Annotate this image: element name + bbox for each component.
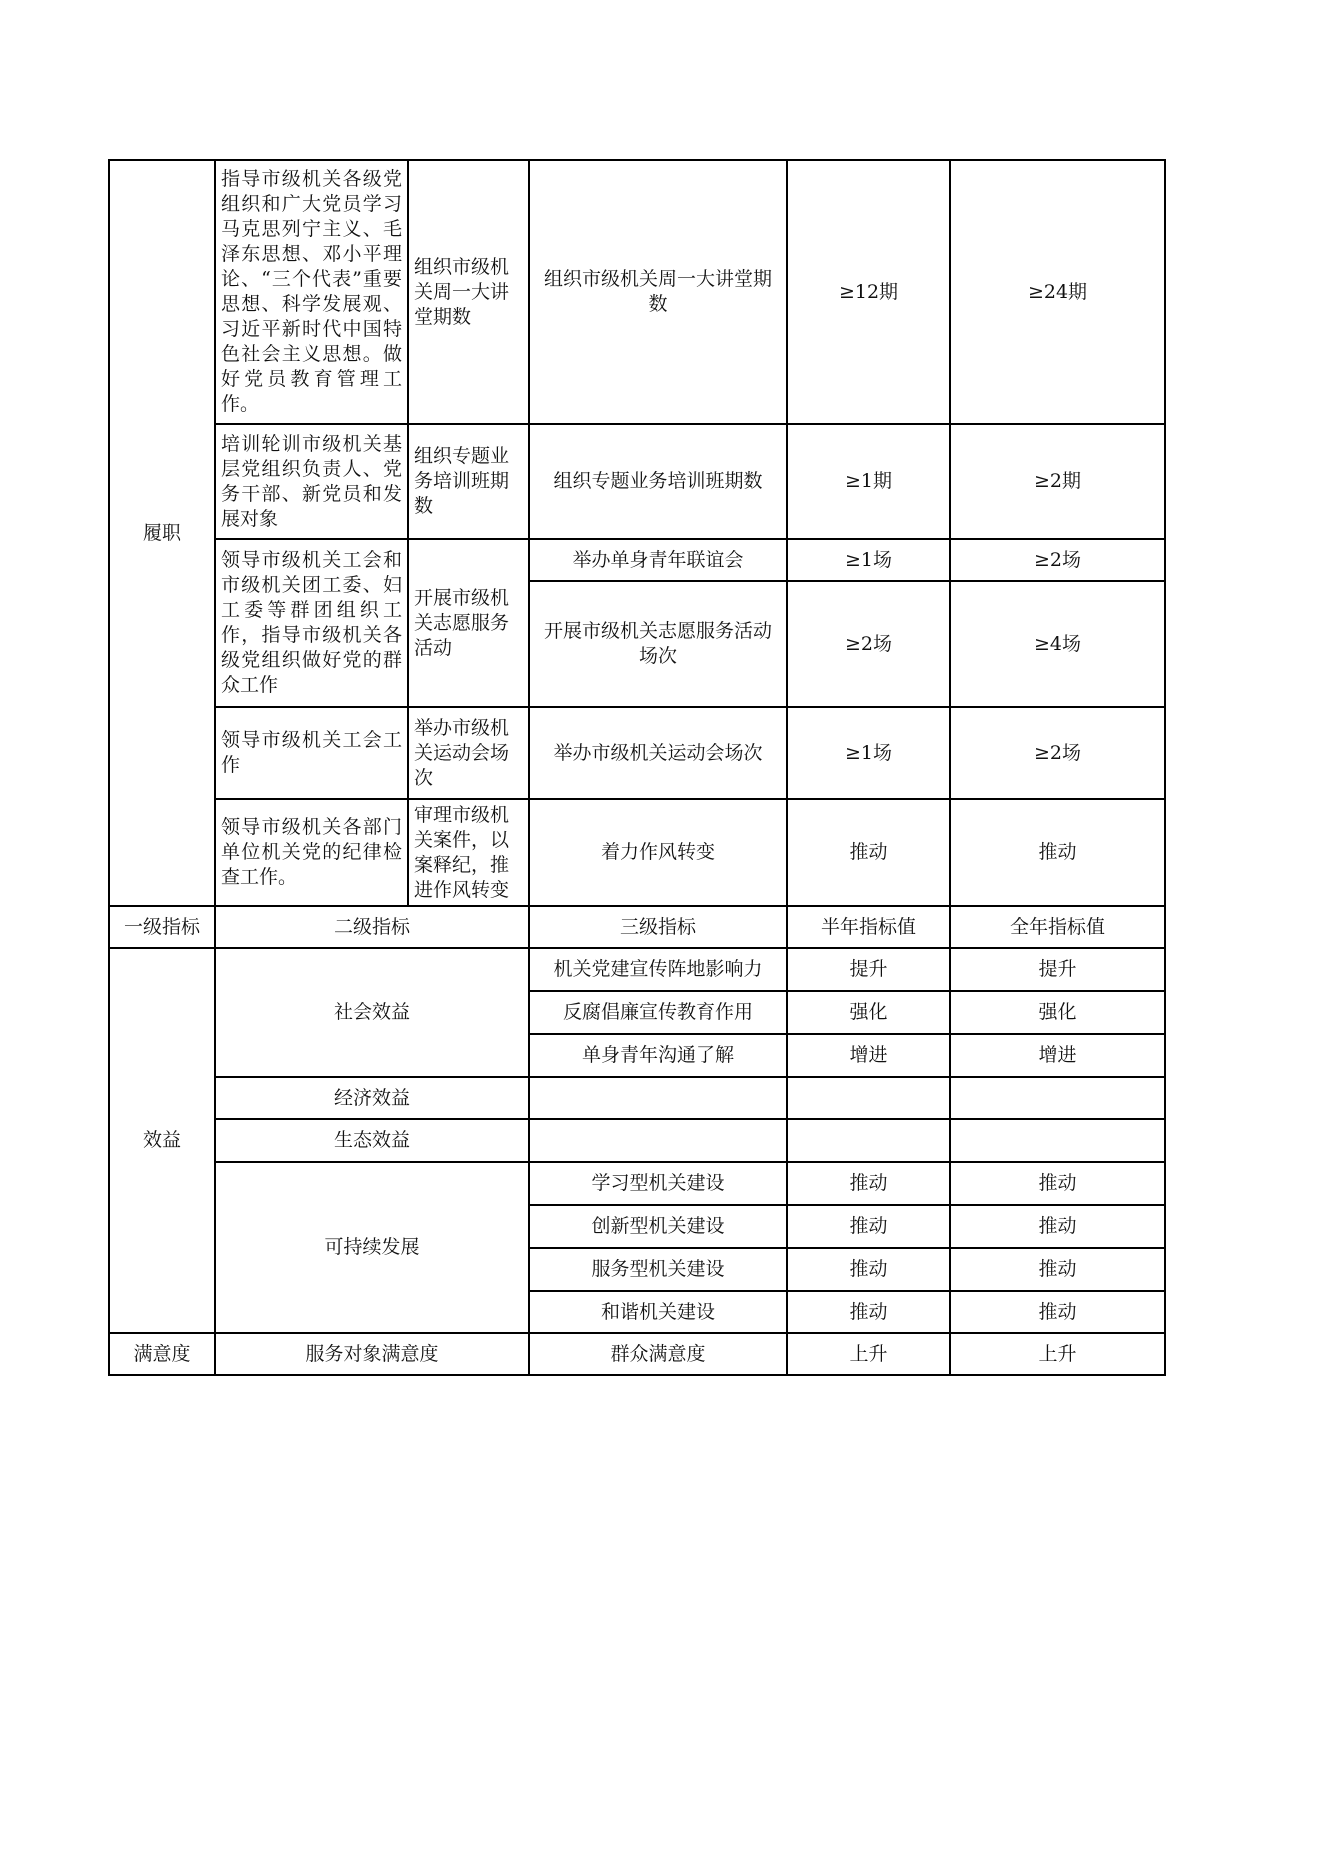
full-year-value: 强化 xyxy=(950,991,1165,1034)
level3-cell: 组织市级机关周一大讲堂期数 xyxy=(529,160,787,424)
full-year-value: 推动 xyxy=(950,1205,1165,1248)
full-year-value: 上升 xyxy=(950,1333,1165,1375)
full-year-value-empty xyxy=(950,1119,1165,1162)
level3-cell: 组织专题业务培训班期数 xyxy=(529,424,787,539)
level3-cell: 着力作风转变 xyxy=(529,799,787,906)
level3-cell: 举办市级机关运动会场次 xyxy=(529,707,787,799)
half-year-value-empty xyxy=(787,1119,950,1162)
half-year-value: ≥2场 xyxy=(787,581,950,707)
level3-cell: 和谐机关建设 xyxy=(529,1291,787,1333)
level3-cell-empty xyxy=(529,1077,787,1119)
half-year-value: ≥1期 xyxy=(787,424,950,539)
half-year-value: 增进 xyxy=(787,1034,950,1077)
full-year-value: 推动 xyxy=(950,1291,1165,1333)
level3-cell: 单身青年沟通了解 xyxy=(529,1034,787,1077)
header-half-year: 半年指标值 xyxy=(787,906,950,948)
duty-cell: 领导市级机关工会和市级机关团工委、妇工委等群团组织工作，指导市级机关各级党组织做好党的群众工作 xyxy=(215,539,408,707)
full-year-value: ≥24期 xyxy=(950,160,1165,424)
level3-cell-empty xyxy=(529,1119,787,1162)
table-row xyxy=(109,1162,1165,1205)
duty-cell: 培训轮训市级机关基层党组织负责人、党务干部、新党员和发展对象 xyxy=(215,424,408,539)
duty-cell: 领导市级机关工会工作 xyxy=(215,707,408,799)
level3-cell: 学习型机关建设 xyxy=(529,1162,787,1205)
level1-cell-lvzhi: 履职 xyxy=(109,160,215,906)
duty-cell: 指导市级机关各级党组织和广大党员学习马克思列宁主义、毛泽东思想、邓小平理论、“三个代表”重要思想、科学发展观、习近平新时代中国特色社会主义思想。做好党员教育管理工作。 xyxy=(215,160,408,424)
level2-sustainable-development: 可持续发展 xyxy=(215,1162,529,1333)
header-level3: 三级指标 xyxy=(529,906,787,948)
half-year-value: ≥12期 xyxy=(787,160,950,424)
level2-cell: 组织专题业务培训班期数 xyxy=(408,424,529,539)
level2-cell: 组织市级机关周一大讲堂期数 xyxy=(408,160,529,424)
table-row xyxy=(109,1077,1165,1119)
table-row xyxy=(109,799,1165,906)
table-row xyxy=(109,160,1165,424)
level2-ecological-benefit: 生态效益 xyxy=(215,1119,529,1162)
full-year-value: ≥4场 xyxy=(950,581,1165,707)
full-year-value: 增进 xyxy=(950,1034,1165,1077)
header-level1: 一级指标 xyxy=(109,906,215,948)
half-year-value: ≥1场 xyxy=(787,539,950,581)
level3-cell: 开展市级机关志愿服务活动场次 xyxy=(529,581,787,707)
level2-cell: 服务对象满意度 xyxy=(215,1333,529,1375)
table-row xyxy=(109,1119,1165,1162)
table-row xyxy=(109,424,1165,539)
level3-cell: 创新型机关建设 xyxy=(529,1205,787,1248)
level2-cell: 举办市级机关运动会场次 xyxy=(408,707,529,799)
half-year-value: 推动 xyxy=(787,1205,950,1248)
full-year-value: ≥2期 xyxy=(950,424,1165,539)
half-year-value: 提升 xyxy=(787,948,950,991)
half-year-value: 推动 xyxy=(787,1162,950,1205)
half-year-value: 推动 xyxy=(787,1248,950,1291)
table-header-row xyxy=(109,906,1165,948)
full-year-value-empty xyxy=(950,1077,1165,1119)
table-row xyxy=(109,948,1165,991)
level3-cell: 群众满意度 xyxy=(529,1333,787,1375)
table-row xyxy=(109,1333,1165,1375)
half-year-value: ≥1场 xyxy=(787,707,950,799)
level2-cell: 审理市级机关案件，以案释纪，推进作风转变 xyxy=(408,799,529,906)
header-level2: 二级指标 xyxy=(215,906,529,948)
full-year-value: ≥2场 xyxy=(950,707,1165,799)
level3-cell: 反腐倡廉宣传教育作用 xyxy=(529,991,787,1034)
duty-cell: 领导市级机关各部门单位机关党的纪律检查工作。 xyxy=(215,799,408,906)
full-year-value: ≥2场 xyxy=(950,539,1165,581)
half-year-value: 上升 xyxy=(787,1333,950,1375)
level3-cell: 服务型机关建设 xyxy=(529,1248,787,1291)
full-year-value: 推动 xyxy=(950,1248,1165,1291)
level3-cell: 举办单身青年联谊会 xyxy=(529,539,787,581)
performance-indicator-table xyxy=(108,159,1166,1376)
level3-cell: 机关党建宣传阵地影响力 xyxy=(529,948,787,991)
level1-cell-manyi: 满意度 xyxy=(109,1333,215,1375)
full-year-value: 推动 xyxy=(950,1162,1165,1205)
level2-economic-benefit: 经济效益 xyxy=(215,1077,529,1119)
table-row xyxy=(109,539,1165,581)
level2-cell: 开展市级机关志愿服务活动 xyxy=(408,539,529,707)
table-row xyxy=(109,707,1165,799)
half-year-value: 推动 xyxy=(787,799,950,906)
header-full-year: 全年指标值 xyxy=(950,906,1165,948)
full-year-value: 提升 xyxy=(950,948,1165,991)
full-year-value: 推动 xyxy=(950,799,1165,906)
half-year-value: 推动 xyxy=(787,1291,950,1333)
level1-cell-xiaoyi: 效益 xyxy=(109,948,215,1333)
level2-social-benefit: 社会效益 xyxy=(215,948,529,1077)
half-year-value: 强化 xyxy=(787,991,950,1034)
half-year-value-empty xyxy=(787,1077,950,1119)
